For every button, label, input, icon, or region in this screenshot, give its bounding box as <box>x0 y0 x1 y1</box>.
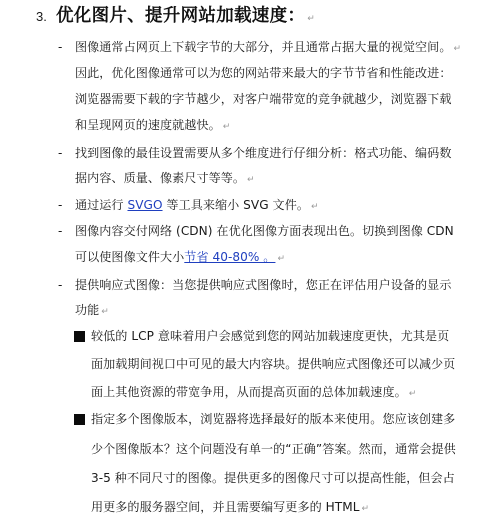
text-line: 因此，优化图像通常可以为您的网站带来最大的字节节省和性能改进： <box>75 66 452 80</box>
text-line: 可以使图像文件大小节省 40-80% 。 ↵ <box>75 250 286 264</box>
text-line: 和呈现网页的速度就越快。 ↵ <box>75 118 231 132</box>
text-line: 浏览器需要下载的字节越少，对客户端带宽的竞争就越少，浏览器下载 <box>75 92 452 106</box>
text-line: 用更多的服务器空间，并且需要编写更多的 HTML ↵ <box>91 500 370 514</box>
paragraph-mark-icon: ↵ <box>307 14 315 24</box>
section-number: 3. <box>36 9 47 24</box>
paragraph-mark-icon: ↵ <box>277 254 286 264</box>
text-line: 功能 ↵ <box>75 303 109 317</box>
paragraph-mark-icon: ↵ <box>408 389 417 399</box>
text-line: 3-5 种不同尺寸的图像。提供更多的图像尺寸可以提高性能，但会占 <box>91 471 455 485</box>
bullet-dash: - <box>58 198 63 212</box>
savings-link[interactable]: 节省 40-80% 。 <box>184 250 276 264</box>
square-bullet-icon <box>74 331 85 342</box>
paragraph-mark-icon: ↵ <box>101 307 109 317</box>
square-bullet-icon <box>74 414 85 425</box>
paragraph-mark-icon: ↵ <box>453 44 462 54</box>
bullet-dash: - <box>58 40 63 54</box>
paragraph-mark-icon: ↵ <box>247 175 255 185</box>
paragraph-mark-icon: ↵ <box>310 202 319 212</box>
text-line: 据内容、质量、像素尺寸等等。 ↵ <box>75 171 255 185</box>
text-line: 找到图像的最佳设置需要从多个维度进行仔细分析：格式功能、编码数 <box>75 146 452 160</box>
text-line: 面上其他资源的带宽争用，从而提高页面的总体加载速度。 ↵ <box>91 385 417 399</box>
bullet-dash: - <box>58 224 63 238</box>
text-line: 提供响应式图像：当您提供响应式图像时，您正在评估用户设备的显示 <box>75 278 452 292</box>
text-line: 指定多个图像版本，浏览器将选择最好的版本来使用。您应该创建多 <box>91 412 456 426</box>
text-line: 面加载期间视口中可见的最大内容块。提供响应式图像还可以减少页 <box>91 357 456 371</box>
section-heading <box>36 2 315 30</box>
paragraph-mark-icon: ↵ <box>361 504 370 514</box>
text-line: 通过运行 SVGO 等工具来缩小 SVG 文件。 ↵ <box>75 198 319 212</box>
section-title: 优化图片、提升网站加载速度： <box>56 6 306 26</box>
paragraph-mark-icon: ↵ <box>222 122 231 132</box>
svgo-link[interactable]: SVGO <box>127 198 163 212</box>
text-line: 图像内容交付网络 (CDN) 在优化图像方面表现出色。切换到图像 CDN <box>75 224 454 238</box>
text-line: 较低的 LCP 意味着用户会感觉到您的网站加载速度更快，尤其是页 <box>91 329 450 343</box>
text-line: 少个图像版本？这个问题没有单一的“正确”答案。然而，通常会提供 <box>91 442 456 456</box>
bullet-dash: - <box>58 278 63 292</box>
bullet-dash: - <box>58 146 63 160</box>
text-line: 图像通常占网页上下载字节的大部分，并且通常占据大量的视觉空间。 ↵ <box>75 40 462 54</box>
